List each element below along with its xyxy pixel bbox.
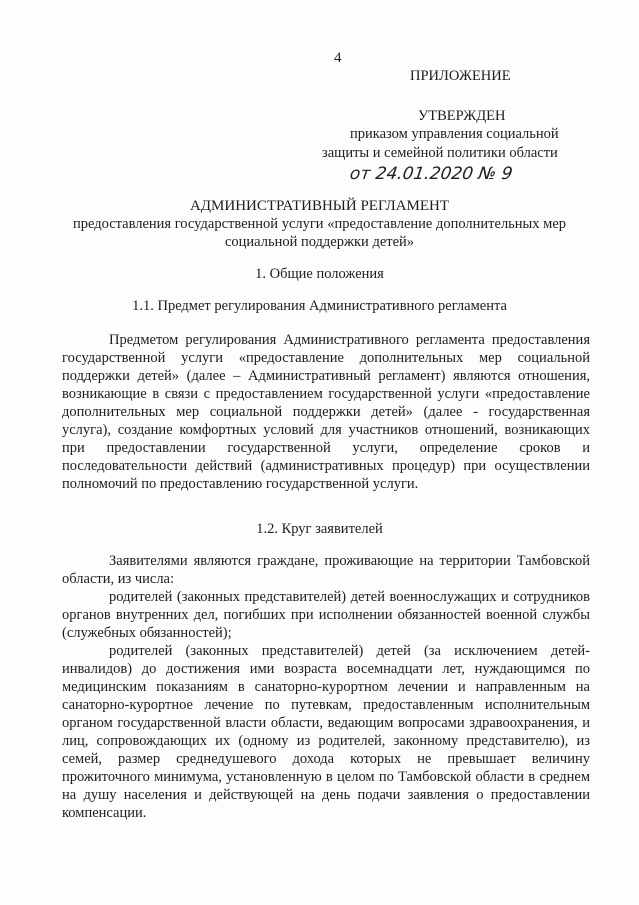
section-1-heading: 1. Общие положения: [255, 266, 384, 282]
section-1-2-item-1: родителей (законных представителей) детей военнослужащих и сотрудников органов внутренних дел, погибших при исполнении обязанностей военной службы (служебных обязанностей);: [62, 589, 590, 641]
document-title: АДМИНИСТРАТИВНЫЙ РЕГЛАМЕНТ: [189, 198, 450, 214]
document-subtitle-line-1: предоставления государственной услуги «предоставление дополнительных мер: [72, 216, 567, 232]
document-subtitle-line-2: социальной поддержки детей»: [224, 234, 415, 250]
page-number: 4: [334, 50, 342, 66]
approved-label: УТВЕРЖДЕН: [418, 108, 506, 124]
section-1-2-heading: 1.2. Круг заявителей: [256, 521, 383, 537]
section-1-2-intro: Заявителями являются граждане, проживающие на территории Тамбовской области, из числа:: [62, 553, 590, 587]
order-date-handwritten: от 24.01.2020 № 9: [348, 164, 514, 184]
section-1-1-heading: 1.1. Предмет регулирования Административного регламента: [132, 298, 507, 314]
section-1-2-item-2: родителей (законных представителей) детей (за исключением детей-инвалидов) до достижения ими возраста восемнадцати лет, нуждающимся по медицинским показаниям в санаторно-курортном лечении и направленным на санаторно-курортное лечение по путевкам, предоставленным исполнительным органом государственной власти области, ведающим вопросами здравоохранения, и лиц, сопровождающих их (одному из родителей, законному представителю), из семей, размер среднедушевого дохода которых не превышает величину прожиточного минимума, установленную в целом по Тамбовской области в среднем на душу населения и действующей на день подачи заявления о предоставлении компенсации.: [62, 643, 590, 821]
order-line-2: защиты и семейной политики области: [322, 145, 558, 161]
order-line-1: приказом управления социальной: [350, 126, 559, 142]
appendix-label: ПРИЛОЖЕНИЕ: [410, 68, 511, 84]
section-1-1-paragraph: Предметом регулирования Административного регламента предоставления государственной услуги «предоставление дополнительных мер социальной поддержки детей» (далее – Административный регламент) являются отношения, возникающие в связи с предоставлением государственной услуги «предоставление дополнительных мер социальной поддержки детей» (далее - государственная услуга), создание комфортных условий для участников отношений, возникающих при предоставлении государственной услуги, определение сроков и последовательности действий (административных процедур) при осуществлении полномочий по предоставлению государственной услуги.: [62, 332, 590, 492]
